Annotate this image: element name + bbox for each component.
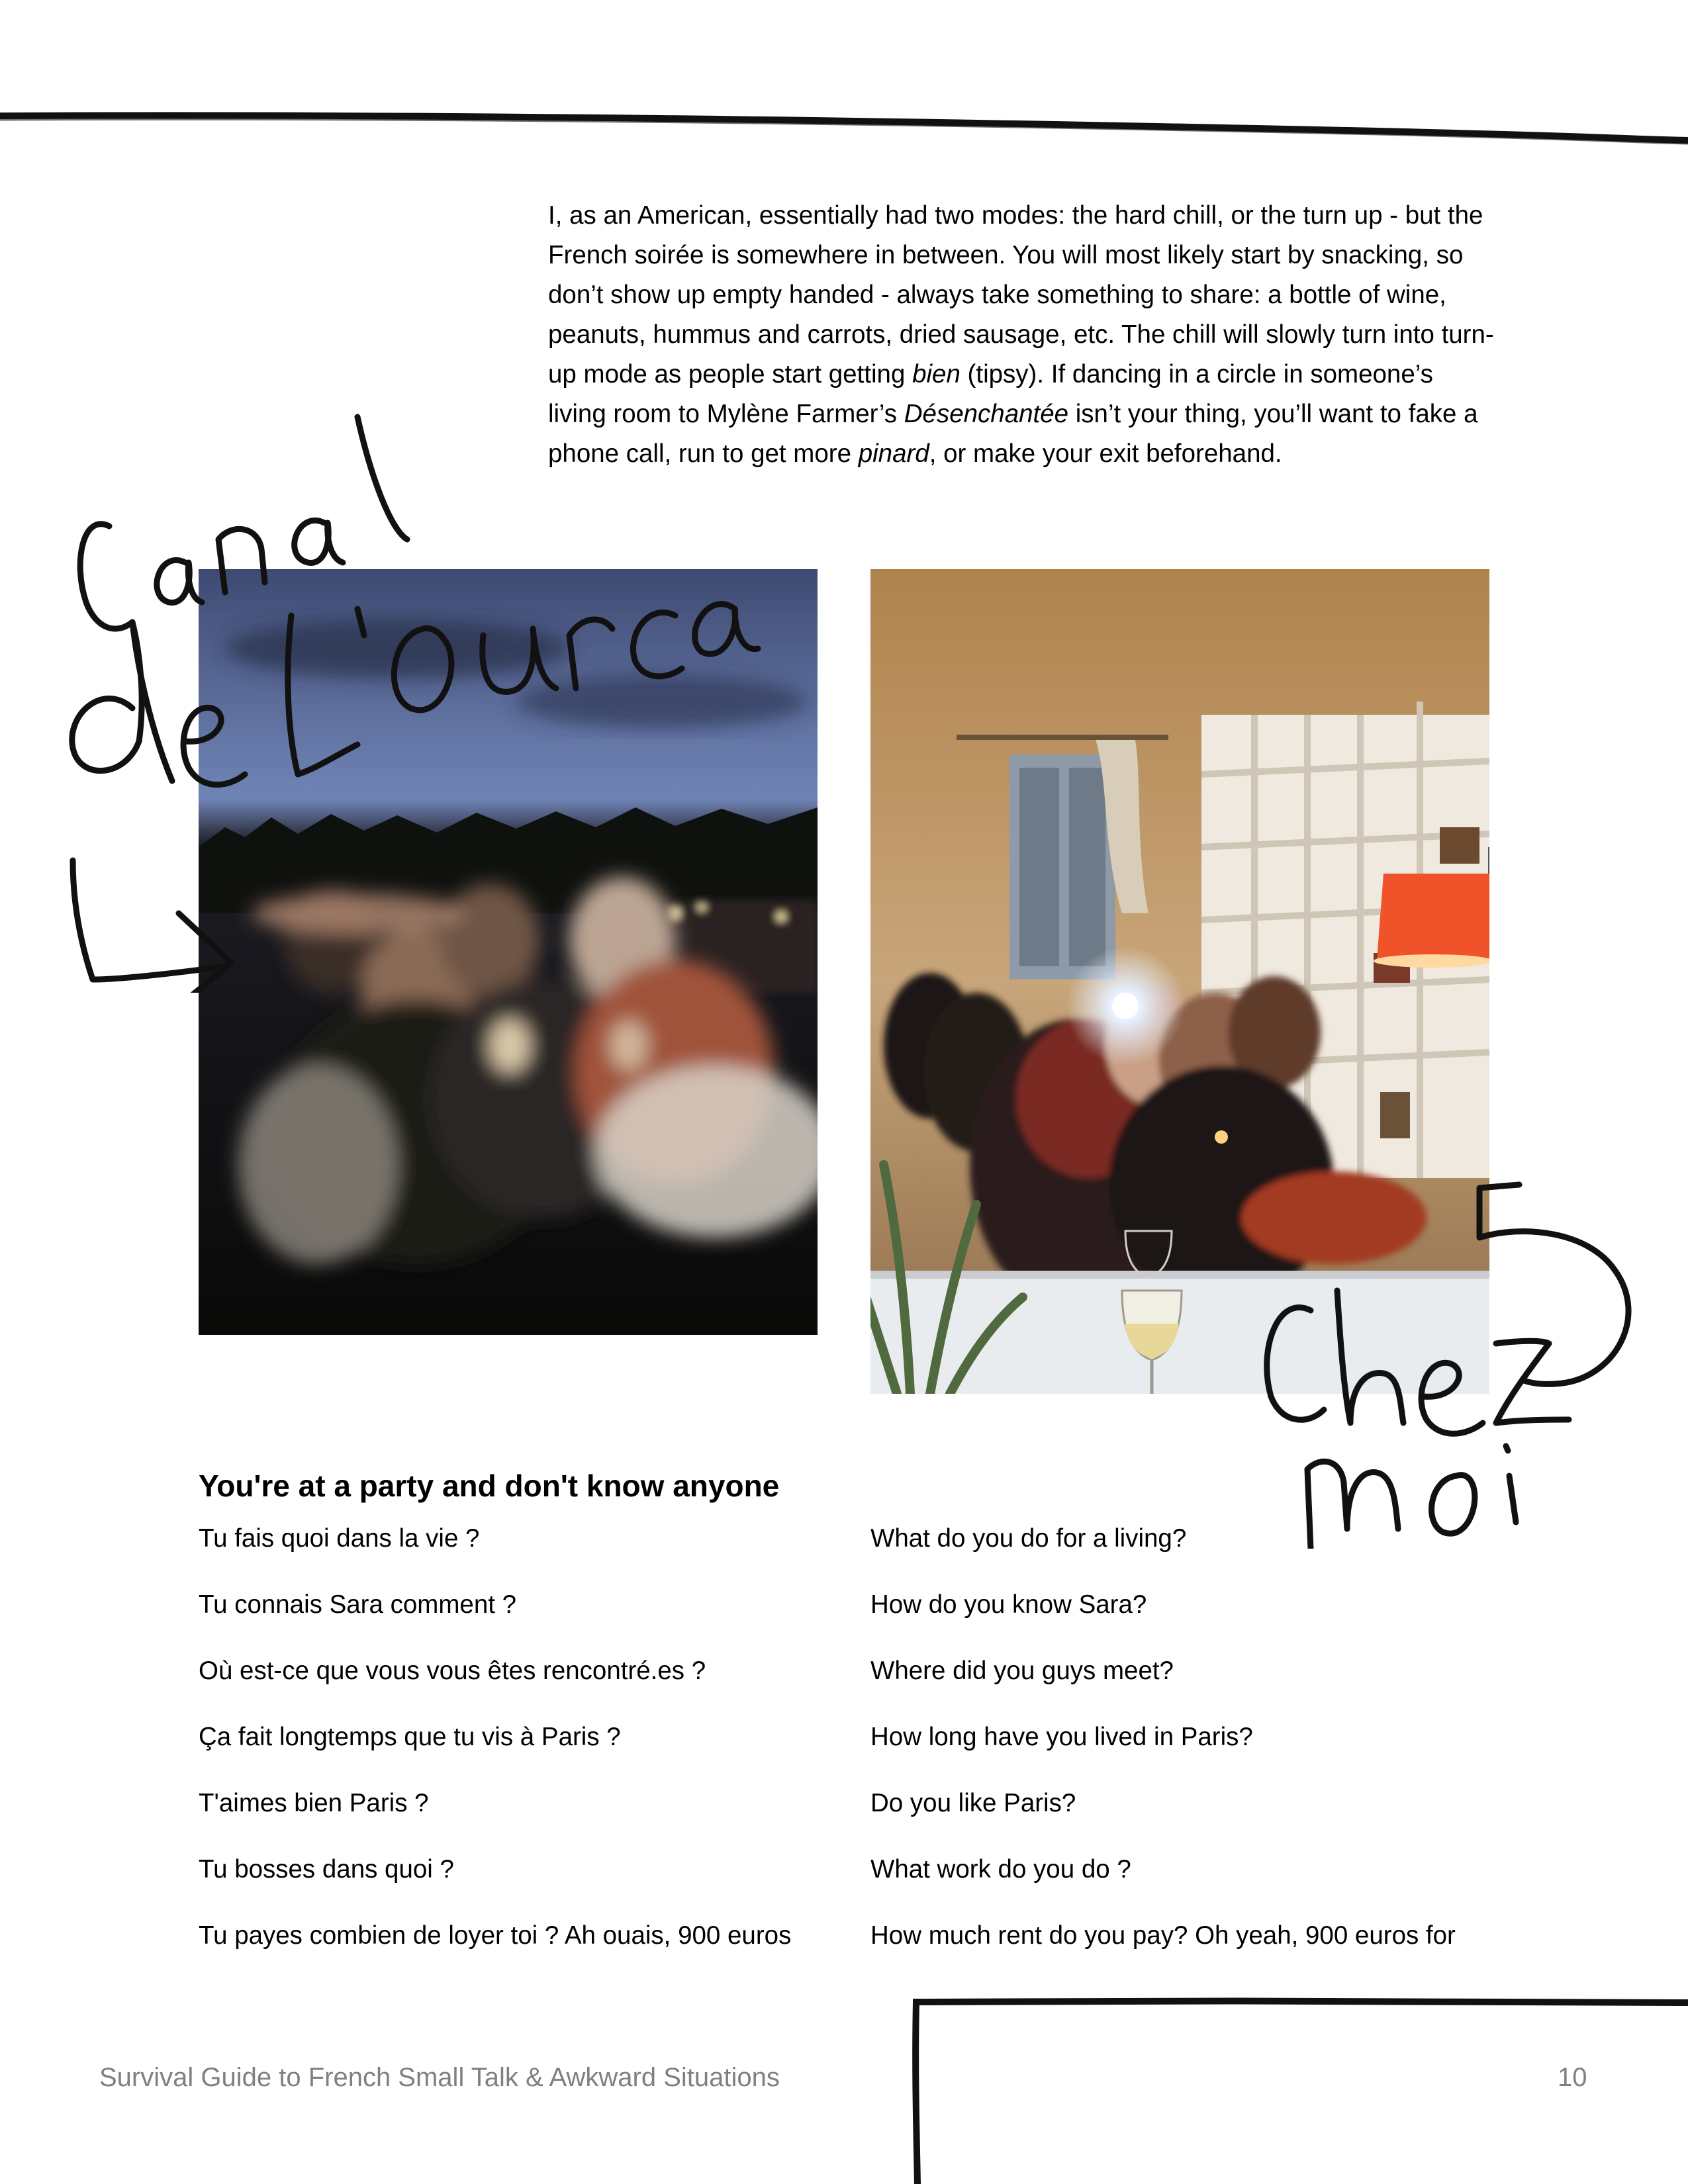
phrase-en-6: What work do you do ? [870,1855,1131,1884]
phrase-fr-1: Tu fais quoi dans la vie ? [199,1524,480,1553]
phrase-fr-4: Ça fait longtemps que tu vis à Paris ? [199,1723,621,1751]
page-number: 10 [1558,2063,1587,2092]
phrase-fr-3: Où est-ce que vous vous êtes rencontré.es ? [199,1657,706,1685]
phrase-en-1: What do you do for a living? [870,1524,1187,1553]
canal-de-lourcq-annotation [46,397,788,993]
phrase-fr-5: T'aimes bien Paris ? [199,1789,429,1817]
chez-moi-annotation [1244,1178,1655,1549]
phrase-en-4: How long have you lived in Paris? [870,1723,1253,1751]
phrase-fr-2: Tu connais Sara comment ? [199,1590,517,1619]
top-border-line [0,99,1688,152]
emphasis-pinard: pinard [858,439,929,468]
phrase-en-2: How do you know Sara? [870,1590,1147,1619]
phrase-en-5: Do you like Paris? [870,1789,1076,1817]
phrase-en-3: Where did you guys meet? [870,1657,1174,1685]
intro-paragraph: I, as an American, essentially had two modes: the hard chill, or the turn up - but the French soirée is somewhere in between. You will most likely start by snacking, so don’t show up empty handed - always take something to share: a bottle of wine, peanuts, hummus and carrots, dried sausage, etc. The chill will slowly turn into turn-up mode as people start getting bien (tipsy). If dancing in a circle in someone’s living room to Mylène Farmer’s Désenchantée isn’t your thing, you’ll want to fake a phone call, run to get more pinard, or make your exit beforehand. [548,201,1494,468]
phrase-fr-6: Tu bosses dans quoi ? [199,1855,454,1884]
phrase-en-7: How much rent do you pay? Oh yeah, 900 euros for [870,1921,1456,1950]
footer-title: Survival Guide to French Small Talk & Awkward Situations [99,2063,780,2092]
emphasis-bien: bien [912,360,961,388]
emphasis-desenchantee: Désenchantée [904,400,1069,428]
phrase-fr-7: Tu payes combien de loyer toi ? Ah ouais, 900 euros [199,1921,792,1950]
section-heading: You're at a party and don't know anyone [199,1469,780,1503]
